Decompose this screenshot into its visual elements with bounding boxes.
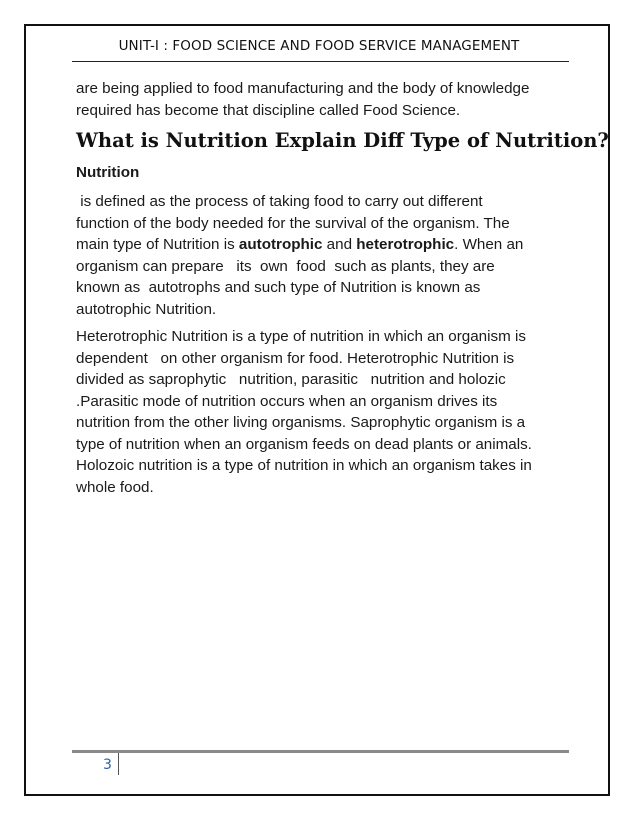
paragraph-line: autotrophic Nutrition. (76, 300, 217, 318)
paragraph-line: nutrition from the other living organisms. Saprophytic organism is a (76, 414, 526, 431)
header-rule (72, 61, 569, 62)
bold-term-heterotrophic: heterotrophic (356, 236, 455, 253)
paragraph-line (76, 234, 566, 256)
intro-line: are being applied to food manufacturing and the body of knowledge (76, 80, 530, 97)
paragraph-line: organism can prepare its own food such as plants, they are (76, 257, 495, 275)
paragraph-line: .Parasitic mode of nutrition occurs when an organism drives its (76, 392, 498, 410)
paragraph-line: type of nutrition when an organism feeds on dead plants or animals. (76, 435, 532, 453)
paragraph-definition (76, 191, 566, 320)
page-header: UNIT-I : FOOD SCIENCE AND FOOD SERVICE MANAGEMENT (118, 38, 520, 54)
paragraph-heterotrophic (76, 326, 566, 498)
intro-line: required has become that discipline called Food Science. (76, 101, 461, 119)
text-run: main type of Nutrition is (76, 236, 239, 253)
section-heading: What is Nutrition Explain Diff Type of Nutrition? (76, 129, 609, 152)
paragraph-line: function of the body needed for the survival of the organism. The (76, 214, 510, 232)
paragraph-line: dependent on other organism for food. Heterotrophic Nutrition is (76, 349, 515, 367)
intro-paragraph (76, 78, 566, 121)
paragraph-line: Heterotrophic Nutrition is a type of nutrition in which an organism is (76, 328, 526, 345)
page-content (76, 78, 609, 498)
bold-term-autotrophic: autotrophic (238, 236, 323, 253)
footer-rule (72, 750, 569, 753)
paragraph-line: Holozoic nutrition is a type of nutrition in which an organism takes in (76, 457, 532, 474)
paragraph-line: divided as saprophytic nutrition, parasitic nutrition and holozic (76, 371, 506, 388)
paragraph-line: known as autotrophs and such type of Nutrition is known as (76, 279, 481, 296)
paragraph-line: whole food. (76, 478, 154, 496)
page-number-divider (118, 753, 119, 775)
paragraph-line: is defined as the process of taking food to carry out different (76, 193, 483, 210)
page-number: 3 (103, 757, 112, 773)
text-run: . When an (454, 236, 524, 253)
text-run: and (322, 236, 357, 253)
nutrition-subheading: Nutrition (76, 164, 140, 181)
